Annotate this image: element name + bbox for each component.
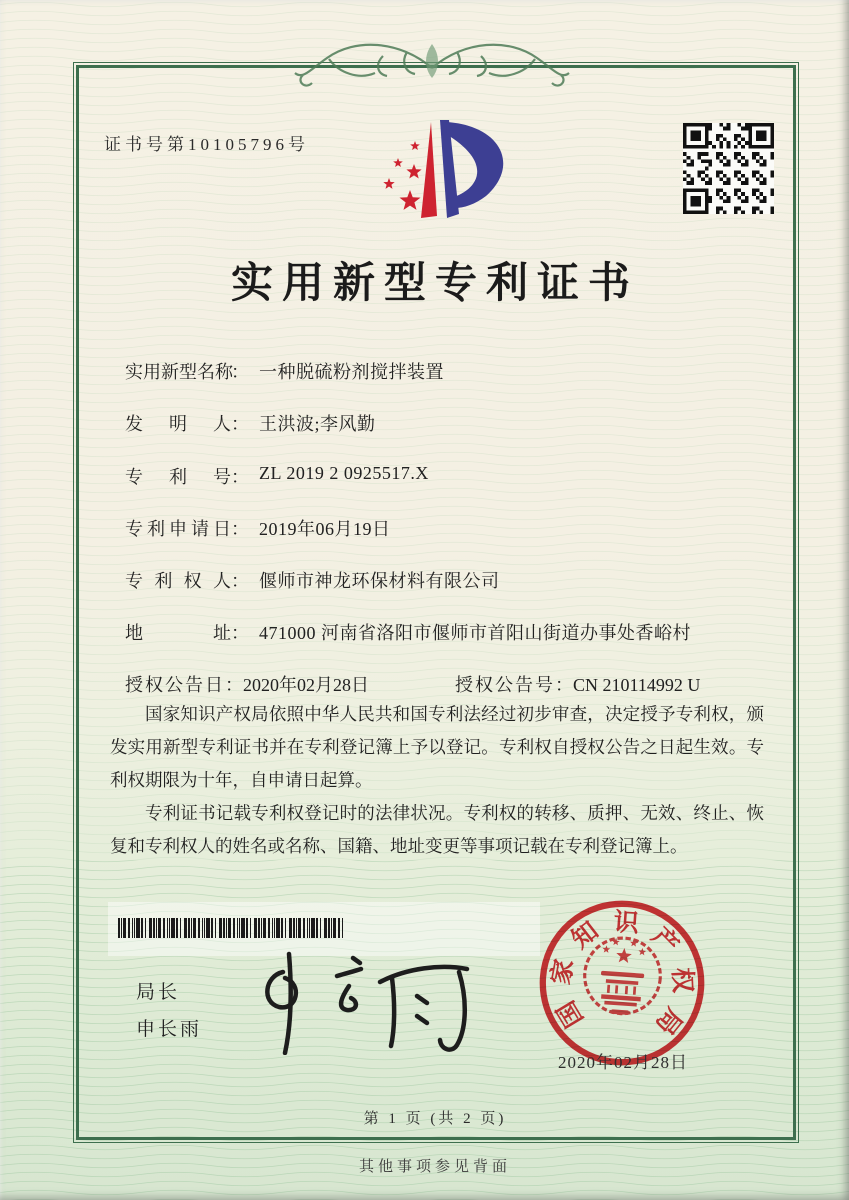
field-row-inventor bbox=[125, 410, 773, 436]
seal-date: 2020年02月28日 bbox=[558, 1053, 688, 1072]
field-value: 偃师市神龙环保材料有限公司 bbox=[259, 571, 500, 591]
field-label: 专利权人 bbox=[125, 571, 231, 591]
grant-number-value: CN 210114992 U bbox=[573, 675, 701, 695]
field-colon: ： bbox=[555, 675, 573, 695]
field-row-address bbox=[125, 619, 773, 645]
field-colon: ： bbox=[225, 675, 243, 695]
qr-code-icon bbox=[683, 123, 774, 214]
certificate-title: 实用新型专利证书 bbox=[230, 261, 639, 307]
field-colon: ： bbox=[231, 362, 249, 382]
signer-block bbox=[136, 974, 202, 1048]
svg-text:局: 局 bbox=[649, 1002, 687, 1039]
field-row-filing-date bbox=[125, 515, 773, 541]
field-colon: ： bbox=[231, 467, 249, 487]
border-ornament-icon bbox=[287, 28, 577, 90]
signer-title: 局长 bbox=[136, 982, 181, 1003]
cnipa-seal-icon bbox=[532, 893, 712, 1073]
field-row-patent-number bbox=[125, 463, 773, 489]
field-colon: ： bbox=[231, 414, 249, 434]
svg-text:家: 家 bbox=[547, 957, 579, 987]
field-value: 一种脱硫粉剂搅拌装置 bbox=[259, 362, 444, 382]
page-number-note: 第 1 页 (共 2 页) bbox=[363, 1111, 507, 1127]
field-label: 实用新型名称 bbox=[125, 362, 233, 382]
field-label: 地址 bbox=[125, 623, 231, 643]
field-colon: ： bbox=[231, 519, 249, 539]
field-label: 发明人 bbox=[125, 414, 231, 434]
legal-paragraph-2: 专利证书记载专利权登记时的法律状况。专利权的转移、质押、无效、终止、恢复和专利权人的姓名或名称、国籍、地址变更等事项记载在专利登记簿上。 bbox=[110, 803, 764, 856]
legal-text bbox=[110, 698, 764, 863]
svg-text:产: 产 bbox=[646, 922, 684, 960]
field-value: 2019年06月19日 bbox=[259, 519, 391, 539]
field-row-name bbox=[125, 358, 773, 384]
barcode-icon bbox=[118, 918, 348, 938]
field-value: ZL 2019 2 0925517.X bbox=[259, 463, 429, 483]
back-side-note: 其他事项参见背面 bbox=[358, 1159, 511, 1175]
field-value: 471000 河南省洛阳市偃师市首阳山街道办事处香峪村 bbox=[259, 623, 691, 643]
svg-text:国: 国 bbox=[552, 995, 589, 1032]
field-colon: ： bbox=[231, 623, 249, 643]
grant-number-label: 授权公告号 bbox=[455, 675, 555, 695]
svg-text:识: 识 bbox=[612, 909, 640, 938]
signer-name: 申长雨 bbox=[136, 1019, 203, 1040]
field-label: 专利申请日 bbox=[125, 519, 231, 539]
cnipa-logo-icon bbox=[350, 108, 550, 238]
certificate-number: 证书号第10105796号 bbox=[104, 135, 309, 154]
svg-text:知: 知 bbox=[567, 917, 604, 955]
signature-handwriting-icon bbox=[245, 950, 485, 1055]
grant-date-value: 2020年02月28日 bbox=[243, 675, 369, 695]
field-row-grant bbox=[125, 671, 773, 697]
legal-paragraph-1: 国家知识产权局依照中华人民共和国专利法经过初步审查，决定授予专利权，颁发实用新型专利证书并在专利登记簿上予以登记。专利权自授权公告之日起生效。专利权期限为十年，自申请日起算。 bbox=[110, 704, 764, 790]
svg-text:权: 权 bbox=[667, 967, 696, 994]
field-value: 王洪波;李风勤 bbox=[259, 414, 376, 434]
field-colon: ： bbox=[231, 571, 249, 591]
grant-date-label: 授权公告日 bbox=[125, 675, 225, 695]
field-row-patentee bbox=[125, 567, 773, 593]
field-label: 专利号 bbox=[125, 467, 231, 487]
